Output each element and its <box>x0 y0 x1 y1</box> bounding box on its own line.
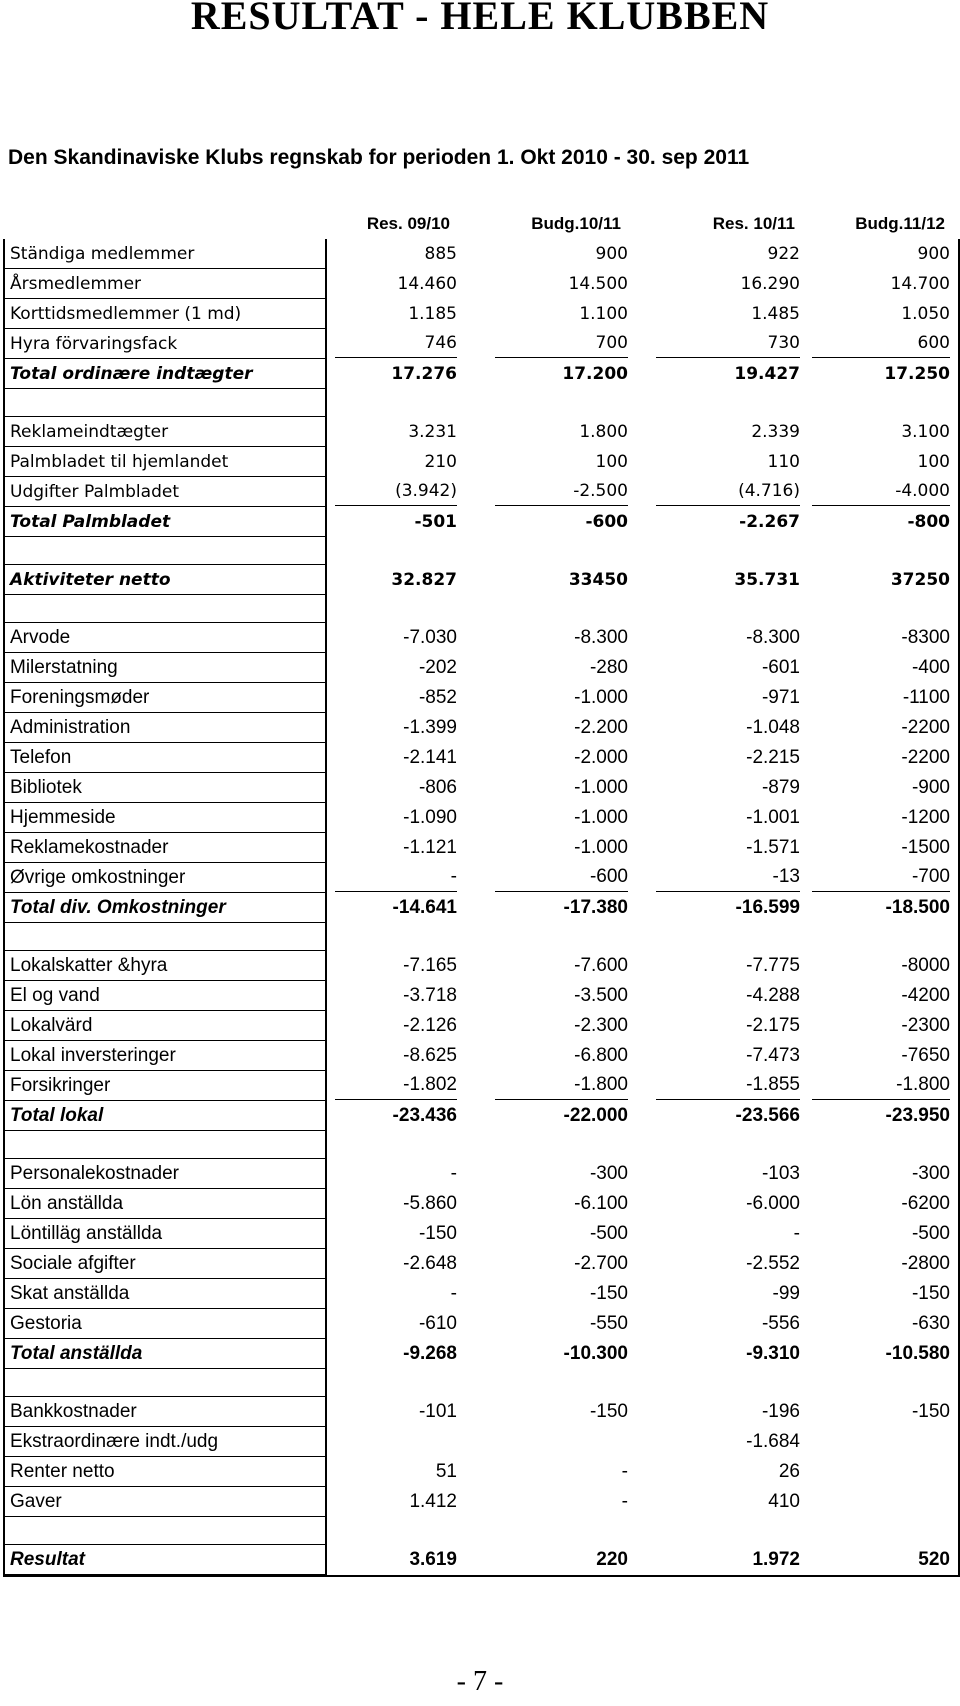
value-cell: -2.175 <box>746 1015 800 1036</box>
row-label: Lokalskatter &hyra <box>5 951 327 981</box>
value-cell: -101 <box>418 1401 457 1422</box>
row-label: Administration <box>5 713 327 743</box>
value-cell: -2.200 <box>574 717 628 738</box>
spacer-cell <box>5 537 327 565</box>
value-cell: -1100 <box>902 687 950 708</box>
value-cell: - <box>450 1163 457 1184</box>
table-row <box>5 863 958 893</box>
table-row <box>5 803 958 833</box>
value-cell: -501 <box>414 512 457 532</box>
value-cell: -1.802 <box>335 1071 457 1100</box>
table-row <box>5 1041 958 1071</box>
table-row <box>5 1249 958 1279</box>
value-cell: 520 <box>918 1549 950 1570</box>
table-row <box>5 477 958 507</box>
value-cell: -150 <box>911 1401 950 1422</box>
value-cell: (4.716) <box>656 477 800 506</box>
spacer-cell <box>5 923 327 951</box>
value-cell: 885 <box>424 244 457 264</box>
value-cell: -1.000 <box>574 807 628 828</box>
value-cell: -150 <box>589 1283 628 1304</box>
value-cell: -2.500 <box>495 477 628 506</box>
value-cell: -1.001 <box>746 807 800 828</box>
value-cell: -2.215 <box>746 747 800 768</box>
value-cell: - <box>450 1283 457 1304</box>
value-cell: 14.500 <box>568 274 628 294</box>
value-cell: 110 <box>767 452 800 472</box>
table-row <box>5 1427 958 1457</box>
value-cell: 17.250 <box>884 364 950 384</box>
table-row <box>5 299 958 329</box>
value-cell: -150 <box>589 1401 628 1422</box>
value-cell: -18.500 <box>885 897 950 918</box>
row-label: Aktiviteter netto <box>5 565 327 595</box>
spacer-cell <box>5 1369 327 1397</box>
row-label: Foreningsmøder <box>5 683 327 713</box>
value-cell: 32.827 <box>391 570 457 590</box>
row-label: El og vand <box>5 981 327 1011</box>
table-row <box>5 981 958 1011</box>
value-cell: -10.580 <box>885 1343 950 1364</box>
value-cell: 3.231 <box>408 422 457 442</box>
column-header-res-0910: Res. 09/10 <box>366 214 450 233</box>
value-cell: -630 <box>911 1313 950 1334</box>
value-cell: -2200 <box>901 747 950 768</box>
table-row <box>5 269 958 299</box>
row-label: Total lokal <box>5 1101 327 1131</box>
row-label: Reklameindtægter <box>5 417 327 447</box>
value-cell: - <box>793 1223 800 1244</box>
report-subtitle: Den Skandinaviske Klubs regnskab for perioden 1. Okt 2010 - 30. sep 2011 <box>8 146 750 169</box>
row-label: Renter netto <box>5 1457 327 1487</box>
value-cell: -3.718 <box>403 985 457 1006</box>
value-cell: -5.860 <box>403 1193 457 1214</box>
spacer-row <box>5 923 958 951</box>
value-cell: 37250 <box>890 570 950 590</box>
value-cell: 26 <box>778 1461 800 1482</box>
spacer-cell <box>5 1131 327 1159</box>
value-cell: -1.121 <box>403 837 457 858</box>
value-cell: -1.800 <box>812 1071 950 1100</box>
value-cell: -103 <box>761 1163 800 1184</box>
value-cell: (3.942) <box>335 477 457 506</box>
value-cell: -900 <box>911 777 950 798</box>
row-label: Lokal inversteringer <box>5 1041 327 1071</box>
value-cell: 1.050 <box>901 304 950 324</box>
value-cell: -4.288 <box>746 985 800 1006</box>
row-label: Resultat <box>5 1545 327 1575</box>
row-label: Udgifter Palmbladet <box>5 477 327 507</box>
value-cell <box>812 1457 950 1487</box>
value-cell: 17.200 <box>562 364 628 384</box>
total-row <box>5 1101 958 1131</box>
value-cell: 210 <box>424 452 457 472</box>
value-cell: -1500 <box>901 837 950 858</box>
value-cell: 33450 <box>568 570 628 590</box>
value-cell: -1.000 <box>574 837 628 858</box>
value-cell: -500 <box>911 1223 950 1244</box>
value-cell: -2800 <box>901 1253 950 1274</box>
row-label: Lokalvärd <box>5 1011 327 1041</box>
spacer-row <box>5 1131 958 1159</box>
value-cell: -4200 <box>901 985 950 1006</box>
table-row <box>5 329 958 359</box>
value-cell: -2300 <box>901 1015 950 1036</box>
row-label: Total Palmbladet <box>5 507 327 537</box>
value-cell: 3.100 <box>901 422 950 442</box>
value-cell: -2200 <box>901 717 950 738</box>
value-cell: -1.800 <box>495 1071 628 1100</box>
value-cell: -601 <box>761 657 800 678</box>
value-cell: -8.625 <box>403 1045 457 1066</box>
value-cell: -6200 <box>901 1193 950 1214</box>
value-cell: -17.380 <box>563 897 628 918</box>
row-label: Bibliotek <box>5 773 327 803</box>
value-cell: -280 <box>589 657 628 678</box>
value-cell: -8300 <box>901 627 950 648</box>
table-row <box>5 743 958 773</box>
value-cell: -1.855 <box>656 1071 800 1100</box>
value-cell: -7.165 <box>403 955 457 976</box>
value-cell: -610 <box>418 1313 457 1334</box>
row-label: Ekstraordinære indt./udg <box>5 1427 327 1457</box>
value-cell: -800 <box>907 512 950 532</box>
row-label: Sociale afgifter <box>5 1249 327 1279</box>
value-cell: - <box>335 863 457 892</box>
value-cell: -22.000 <box>563 1105 628 1126</box>
row-label: Telefon <box>5 743 327 773</box>
value-cell: 14.700 <box>890 274 950 294</box>
value-cell: -1.684 <box>746 1431 800 1452</box>
value-cell: -879 <box>761 777 800 798</box>
value-cell: 746 <box>335 329 457 358</box>
value-cell: 730 <box>656 329 800 358</box>
table-row <box>5 1071 958 1101</box>
value-cell: -1.048 <box>746 717 800 738</box>
table-row <box>5 833 958 863</box>
value-cell: -1.399 <box>403 717 457 738</box>
total-row <box>5 893 958 923</box>
value-cell <box>335 1427 457 1457</box>
spacer-row <box>5 1517 958 1545</box>
row-label: Palmbladet til hjemlandet <box>5 447 327 477</box>
value-cell: -2.267 <box>739 512 800 532</box>
table-row <box>5 653 958 683</box>
value-cell: 410 <box>768 1491 800 1512</box>
value-cell <box>812 1487 950 1517</box>
column-header-budg-1011: Budg.10/11 <box>531 214 621 233</box>
column-header-budg-1112: Budg.11/12 <box>855 214 945 233</box>
total-row <box>5 1545 958 1575</box>
table-row <box>5 1189 958 1219</box>
total-row <box>5 565 958 595</box>
value-cell: -600 <box>585 512 628 532</box>
total-row <box>5 359 958 389</box>
row-label: Hyra förvaringsfack <box>5 329 327 359</box>
value-cell: - <box>621 1461 628 1482</box>
value-cell: -2.552 <box>746 1253 800 1274</box>
table-row <box>5 1397 958 1427</box>
row-label: Total ordinære indtægter <box>5 359 327 389</box>
value-cell: -1200 <box>901 807 950 828</box>
spacer-cell <box>5 595 327 623</box>
value-cell: 2.339 <box>751 422 800 442</box>
value-cell: 600 <box>812 329 950 358</box>
total-row <box>5 1339 958 1369</box>
page-title: RESULTAT - HELE KLUBBEN <box>190 0 770 38</box>
ledger-table <box>3 239 960 1577</box>
value-cell: -1.000 <box>574 777 628 798</box>
value-cell: -852 <box>418 687 457 708</box>
column-header-res-1011: Res. 10/11 <box>712 214 795 233</box>
row-label: Ständiga medlemmer <box>5 239 327 269</box>
value-cell: 220 <box>596 1549 628 1570</box>
value-cell: 100 <box>595 452 628 472</box>
row-label: Reklamekostnader <box>5 833 327 863</box>
table-row <box>5 683 958 713</box>
table-row <box>5 773 958 803</box>
value-cell: -23.566 <box>735 1105 800 1126</box>
value-cell: 1.485 <box>751 304 800 324</box>
value-cell: 14.460 <box>397 274 457 294</box>
value-cell: 1.972 <box>752 1549 800 1570</box>
value-cell: -202 <box>418 657 457 678</box>
table-row <box>5 1219 958 1249</box>
value-cell: -300 <box>589 1163 628 1184</box>
value-cell: 19.427 <box>734 364 800 384</box>
value-cell: -1.571 <box>746 837 800 858</box>
value-cell: -6.000 <box>746 1193 800 1214</box>
table-row <box>5 623 958 653</box>
row-label: Total div. Omkostninger <box>5 893 327 923</box>
value-cell: 700 <box>495 329 628 358</box>
table-row <box>5 447 958 477</box>
row-label: Skat anställda <box>5 1279 327 1309</box>
value-cell: -7.030 <box>403 627 457 648</box>
row-label: Personalekostnader <box>5 1159 327 1189</box>
spacer-cell <box>5 1517 327 1545</box>
value-cell: -9.310 <box>746 1343 800 1364</box>
value-cell: -2.000 <box>574 747 628 768</box>
value-cell: -7.473 <box>746 1045 800 1066</box>
value-cell: 100 <box>917 452 950 472</box>
value-cell: -2.126 <box>403 1015 457 1036</box>
value-cell: -150 <box>418 1223 457 1244</box>
table-row <box>5 417 958 447</box>
value-cell: -7650 <box>901 1045 950 1066</box>
value-cell: -2.300 <box>574 1015 628 1036</box>
row-label: Årsmedlemmer <box>5 269 327 299</box>
value-cell <box>812 1427 950 1457</box>
value-cell: -9.268 <box>403 1343 457 1364</box>
value-cell: -8000 <box>901 955 950 976</box>
value-cell: -6.100 <box>574 1193 628 1214</box>
spacer-row <box>5 537 958 565</box>
row-label: Korttidsmedlemmer (1 md) <box>5 299 327 329</box>
value-cell: -600 <box>495 863 628 892</box>
value-cell <box>495 1427 628 1457</box>
value-cell: 1.100 <box>579 304 628 324</box>
value-cell: 17.276 <box>391 364 457 384</box>
value-cell: -13 <box>656 863 800 892</box>
value-cell: -3.500 <box>574 985 628 1006</box>
spacer-row <box>5 595 958 623</box>
value-cell: -196 <box>761 1401 800 1422</box>
value-cell: 3.619 <box>409 1549 457 1570</box>
row-label: Bankkostnader <box>5 1397 327 1427</box>
value-cell: - <box>621 1491 628 1512</box>
value-cell: 35.731 <box>734 570 800 590</box>
value-cell: 16.290 <box>740 274 800 294</box>
table-row <box>5 951 958 981</box>
value-cell: -8.300 <box>746 627 800 648</box>
value-cell: -1.000 <box>574 687 628 708</box>
value-cell: -971 <box>761 687 800 708</box>
value-cell: -550 <box>589 1313 628 1334</box>
value-cell: -2.141 <box>403 747 457 768</box>
row-label: Löntilläg anställda <box>5 1219 327 1249</box>
value-cell: 900 <box>595 244 628 264</box>
table-row <box>5 1487 958 1517</box>
value-cell: -2.648 <box>403 1253 457 1274</box>
value-cell: 922 <box>767 244 800 264</box>
value-cell: -4.000 <box>812 477 950 506</box>
value-cell: -99 <box>772 1283 800 1304</box>
value-cell: 1.185 <box>408 304 457 324</box>
value-cell: -150 <box>911 1283 950 1304</box>
table-row <box>5 713 958 743</box>
value-cell: 1.412 <box>409 1491 457 1512</box>
value-cell: -23.436 <box>392 1105 457 1126</box>
table-row <box>5 1457 958 1487</box>
value-cell: -16.599 <box>735 897 800 918</box>
row-label: Forsikringer <box>5 1071 327 1101</box>
value-cell: -14.641 <box>392 897 457 918</box>
table-row <box>5 1011 958 1041</box>
row-label: Hjemmeside <box>5 803 327 833</box>
value-cell: -500 <box>589 1223 628 1244</box>
spacer-row <box>5 1369 958 1397</box>
value-cell: -8.300 <box>574 627 628 648</box>
value-cell: 51 <box>435 1461 457 1482</box>
row-label: Gaver <box>5 1487 327 1517</box>
value-cell: -700 <box>812 863 950 892</box>
value-cell: -6.800 <box>574 1045 628 1066</box>
row-label: Total anställda <box>5 1339 327 1369</box>
spacer-row <box>5 389 958 417</box>
value-cell: -2.700 <box>574 1253 628 1274</box>
value-cell: -400 <box>911 657 950 678</box>
value-cell: -10.300 <box>563 1343 628 1364</box>
total-row <box>5 507 958 537</box>
row-label: Øvrige omkostninger <box>5 863 327 893</box>
value-cell: 1.800 <box>579 422 628 442</box>
row-label: Lön anställda <box>5 1189 327 1219</box>
value-cell: -7.600 <box>574 955 628 976</box>
page-number: - 7 - <box>456 1666 504 1697</box>
row-label: Gestoria <box>5 1309 327 1339</box>
table-row <box>5 1279 958 1309</box>
row-label: Milerstatning <box>5 653 327 683</box>
value-cell: 900 <box>917 244 950 264</box>
table-row <box>5 1309 958 1339</box>
spacer-cell <box>5 389 327 417</box>
value-cell: -300 <box>911 1163 950 1184</box>
value-cell: -1.090 <box>403 807 457 828</box>
value-cell: -556 <box>761 1313 800 1334</box>
row-label: Arvode <box>5 623 327 653</box>
value-cell: -23.950 <box>885 1105 950 1126</box>
table-row <box>5 239 958 269</box>
value-cell: -806 <box>418 777 457 798</box>
value-cell: -7.775 <box>746 955 800 976</box>
table-row <box>5 1159 958 1189</box>
